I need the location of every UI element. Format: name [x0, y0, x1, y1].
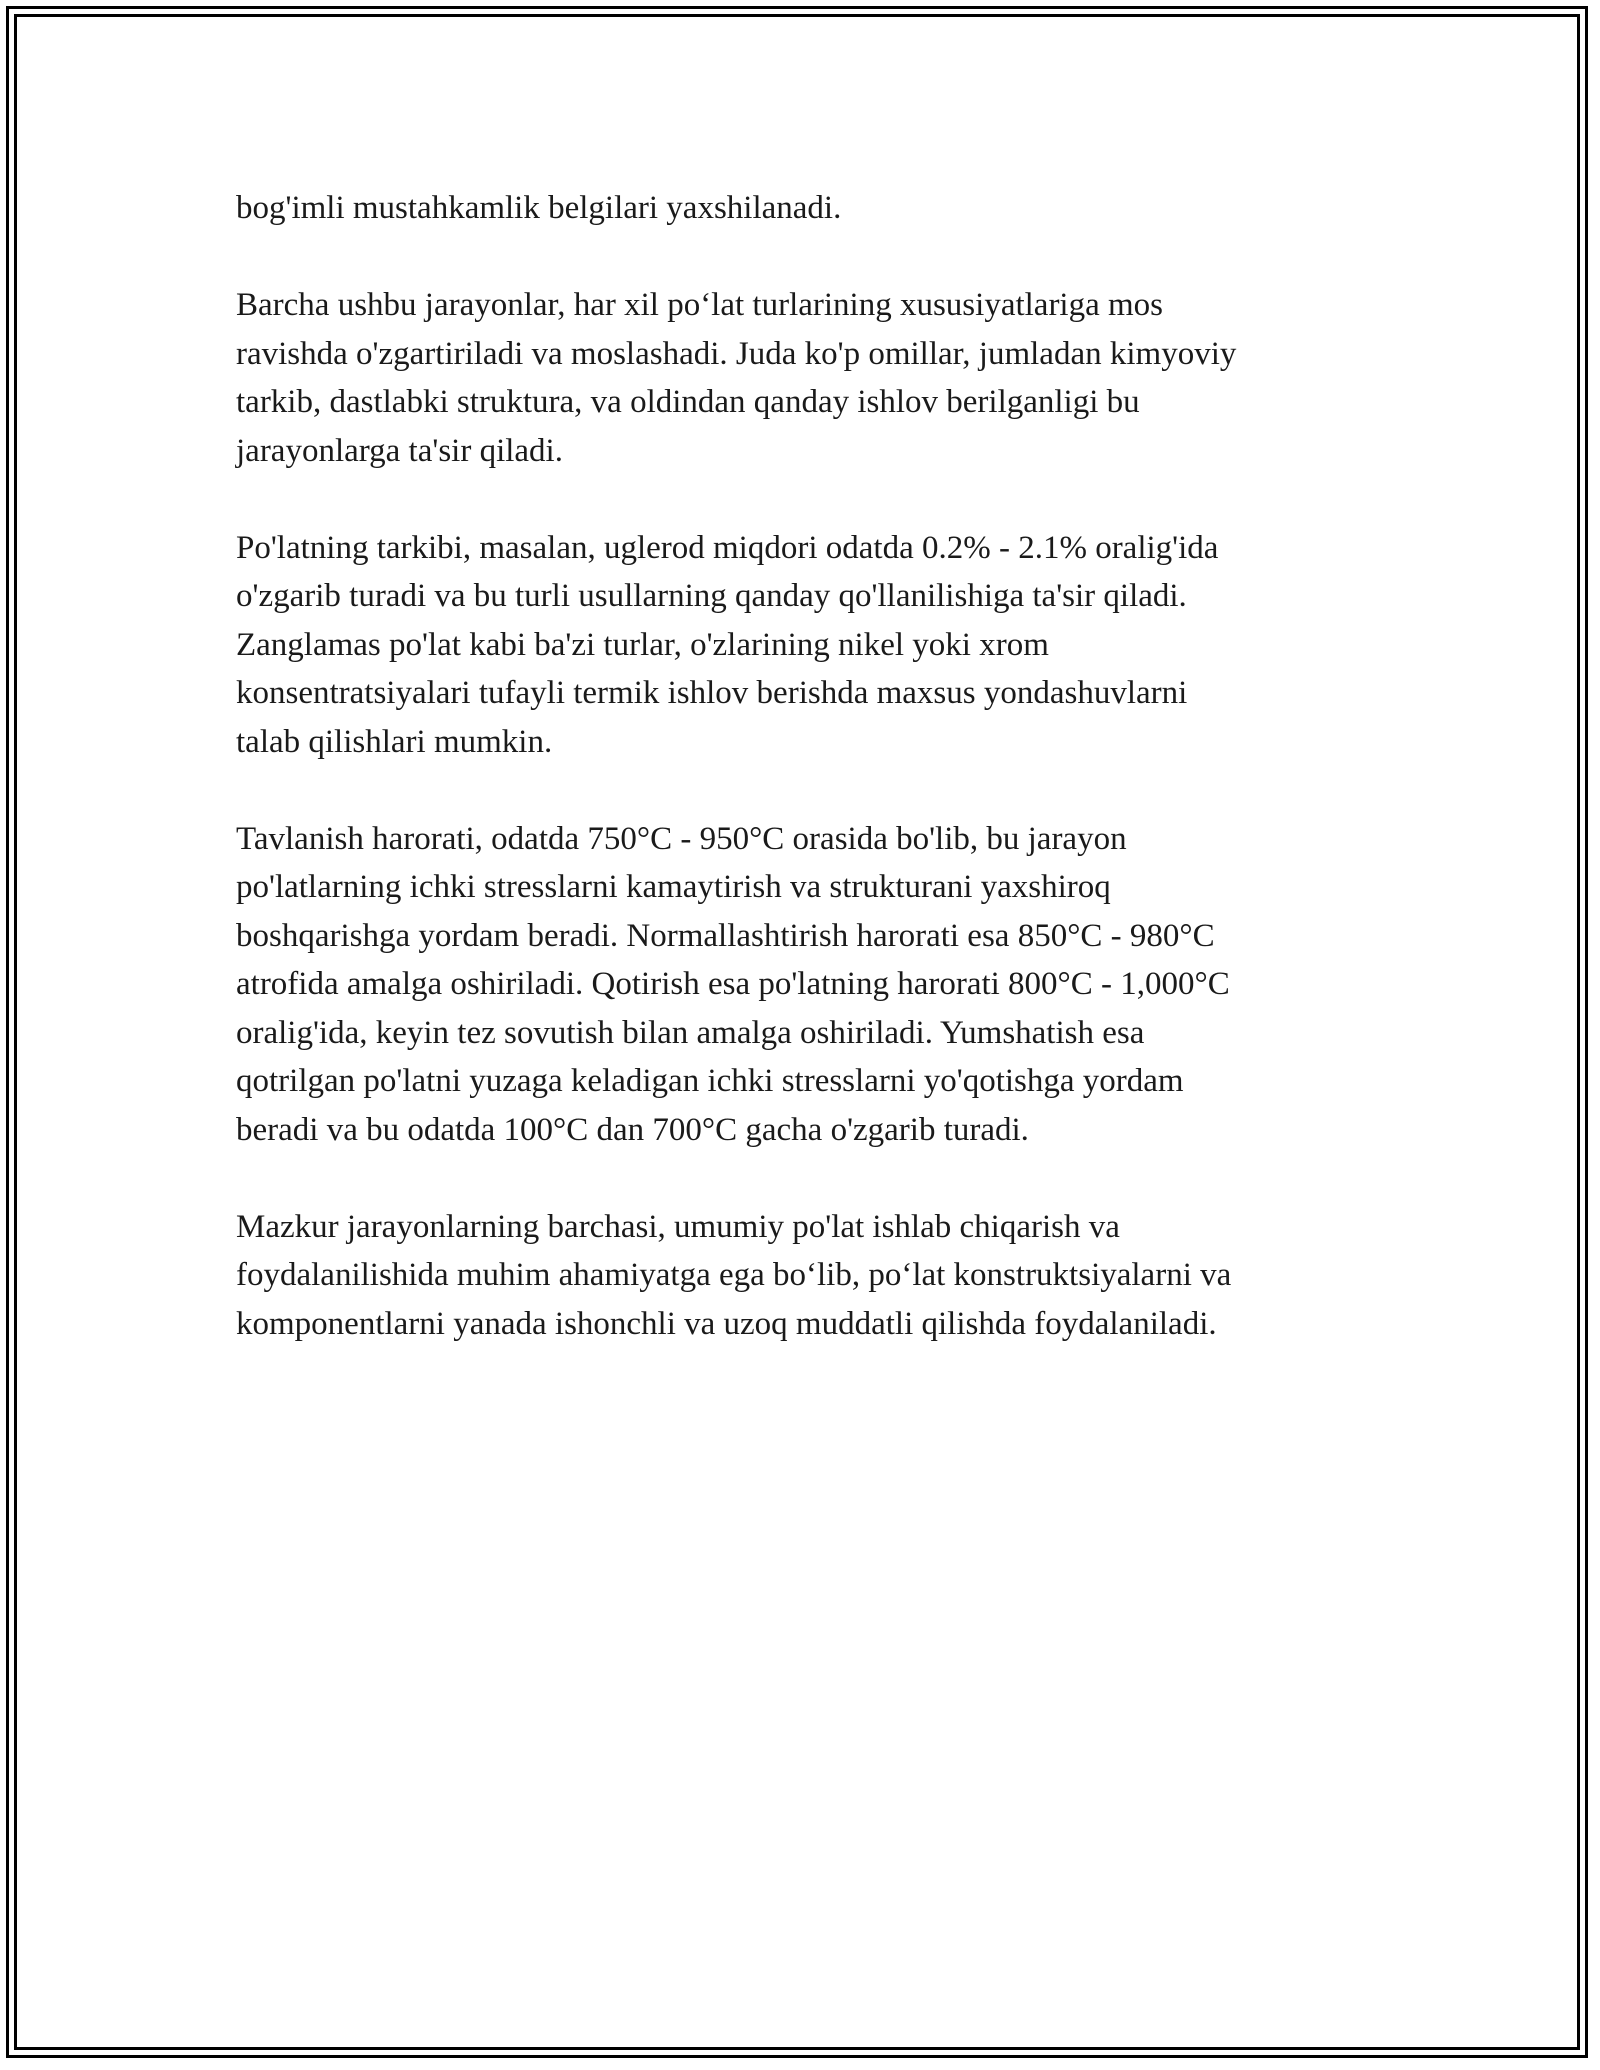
text-line: Po'latning tarkibi, masalan, uglerod miqdori odatda 0.2% - 2.1% oralig'ida [236, 529, 1219, 566]
text-line: bog'imli mustahkamlik belgilari yaxshilanadi. [236, 190, 842, 226]
text-line: tarkib, dastlabki struktura, va oldindan qanday ishlov berilganligi bu [236, 384, 1140, 420]
text-line: Zanglamas po'lat kabi ba'zi turlar, o'zlarining nikel yoki xrom [236, 626, 1049, 663]
text-line: beradi va bu odatda 100°C dan 700°C gacha o'zgarib turadi. [236, 1111, 1029, 1148]
text-line: ravishda o'zgartiriladi va moslashadi. Juda ko'p omillar, jumladan kimyoviy [236, 335, 1237, 372]
text-line: Mazkur jarayonlarning barchasi, umumiy po'lat ishlab chiqarish va [236, 1208, 1120, 1245]
text-line: konsentratsiyalari tufayli termik ishlov berishda maxsus yondashuvlarni [236, 675, 1188, 711]
text-line: o'zgarib turadi va bu turli usullarning qanday qo'llanilishiga ta'sir qiladi. [236, 578, 1187, 614]
text-line: talab qilishlari mumkin. [236, 723, 553, 760]
paragraph-4 [236, 815, 1366, 1155]
text-line: oralig'ida, keyin tez sovutish bilan amalga oshiriladi. Yumshatish esa [236, 1014, 1145, 1051]
text-line: po'latlarning ichki stresslarni kamaytirish va strukturani yaxshiroq [236, 869, 1111, 905]
text-line: foydalanilishida muhim ahamiyatga ega bo‘lib, po‘lat konstruktsiyalarni va [236, 1257, 1232, 1293]
text-line: boshqarishga yordam beradi. Normallashtirish harorati esa 850°C - 980°C [236, 917, 1215, 954]
text-line: jarayonlarga ta'sir qiladi. [236, 432, 563, 469]
paragraph-1 [236, 184, 1366, 233]
text-line: Barcha ushbu jarayonlar, har xil po‘lat turlarining xususiyatlariga mos [236, 287, 1164, 323]
text-line: qotrilgan po'latni yuzaga keladigan ichki stresslarni yo'qotishga yordam [236, 1063, 1184, 1099]
paragraph-5 [236, 1203, 1366, 1349]
paragraph-2 [236, 281, 1366, 475]
text-line: atrofida amalga oshiriladi. Qotirish esa po'latning harorati 800°C - 1,000°C [236, 966, 1230, 1002]
document-body [236, 184, 1366, 1397]
text-line: komponentlarni yanada ishonchli va uzoq muddatli qilishda foydalaniladi. [236, 1305, 1217, 1342]
paragraph-3 [236, 524, 1366, 767]
text-line: Tavlanish harorati, odatda 750°C - 950°C orasida bo'lib, bu jarayon [236, 820, 1127, 857]
